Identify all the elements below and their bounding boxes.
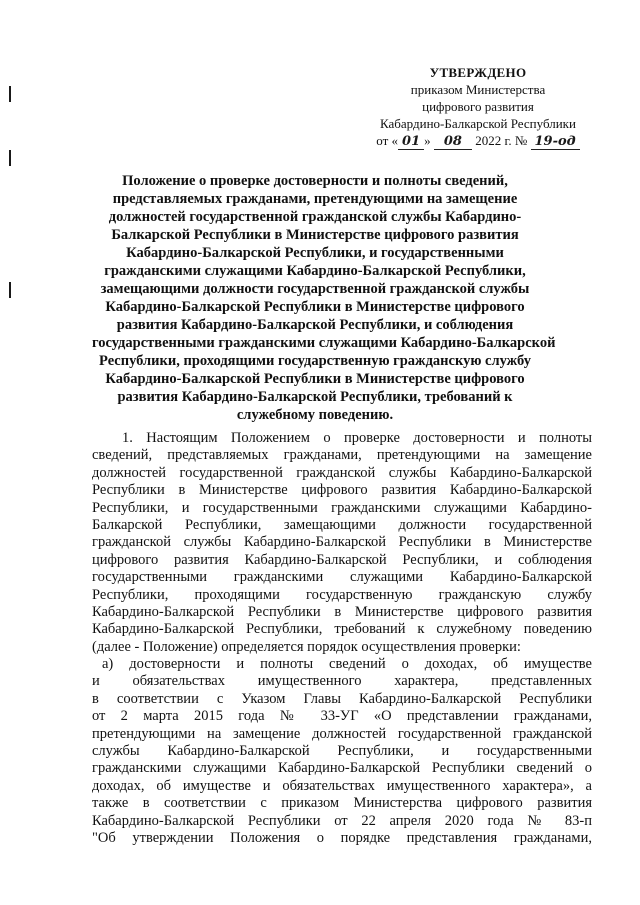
subparagraph-a-line: службы Кабардино-Балкарской Республики, и государственными (92, 743, 592, 760)
subparagraph-a-line: Кабардино-Балкарской Республики от 22 апреля 2020 года № 83-п (92, 812, 592, 829)
subparagraph-a-line: претендующими на замещение должностей государственной гражданской (92, 725, 592, 742)
scan-edge-mark (9, 86, 11, 102)
paragraph-1-line: Республики, и государственными гражданскими служащими Кабардино- (92, 499, 592, 516)
paragraph-1-line: цифрового развития Кабардино-Балкарской Республики, и соблюдения (92, 551, 592, 568)
title-line: Кабардино-Балкарской Республики в Министерстве цифрового (105, 299, 525, 315)
handwritten-order-number: 19-од (531, 135, 580, 150)
approval-stamp (360, 64, 596, 150)
approval-line: приказом Министерства (410, 82, 546, 97)
scan-edge-mark (9, 150, 11, 166)
subparagraph-a-line: гражданскими служащими Кабардино-Балкарской Республики сведений о (92, 760, 592, 777)
paragraph-1-line: сведений, представляемых гражданами, претендующими на замещение (92, 447, 592, 464)
subparagraph-a-line: в соответствии с Указом Главы Кабардино-Балкарской Республики (92, 690, 592, 707)
subparagraph-a-line: от 2 марта 2015 года № 33-УГ «О представлении гражданами, (92, 708, 592, 725)
title-line: представляемых гражданами, претендующими на замещение (112, 191, 518, 207)
paragraph-1-line: Республики, проходящими государственную гражданскую службу (92, 586, 592, 603)
title-line: Кабардино-Балкарской Республики, и государственными (126, 245, 504, 261)
subparagraph-a-line: а) достоверности и полноты сведений о доходах, об имуществе (102, 656, 592, 673)
date-year: 2022 г. № (475, 133, 528, 148)
date-quote: » (424, 133, 431, 148)
title-line: служебному поведению. (236, 407, 394, 423)
paragraph-1-line: гражданской службы Кабардино-Балкарской Республики в Министерстве (92, 534, 592, 551)
paragraph-1-line: должностей государственной гражданской службы Кабардино-Балкарской (92, 464, 592, 481)
title-line: Положение о проверке достоверности и полноты сведений, (122, 173, 508, 189)
document-body (92, 430, 592, 847)
subparagraph-a-line: также в соответствии с приказом Министерства цифрового развития (92, 795, 592, 812)
paragraph-1-line: Балкарской Республики, замещающими должности государственной (92, 516, 592, 533)
subparagraph-a-line: доходах, об имуществе и обязательствах имущественного характера», а (92, 777, 592, 794)
paragraph-1-line: государственными гражданскими служащими Кабардино-Балкарской (92, 569, 592, 586)
handwritten-day: 01 (398, 135, 424, 150)
paragraph-1-line: Кабардино-Балкарской Республики, требований к служебному поведению (92, 621, 592, 638)
title-line: гражданскими служащими Кабардино-Балкарской Республики, (104, 263, 526, 279)
paragraph-1-line: 1. Настоящим Положением о проверке достоверности и полноты (122, 430, 592, 446)
title-line: Кабардино-Балкарской Республики в Министерстве цифрового (105, 371, 525, 387)
paragraph-1-line: Республики в Министерстве цифрового развития Кабардино-Балкарской (92, 482, 592, 499)
scan-edge-mark (9, 282, 11, 298)
subparagraph-a-line: "Об утверждении Положения о порядке представления гражданами, (92, 829, 592, 846)
approval-date-line (360, 132, 596, 150)
subparagraph-a-line: и обязательствах имущественного характера, представленных (92, 673, 592, 690)
title-line: Балкарской Республики в Министерстве цифрового развития (111, 227, 519, 243)
approval-line: цифрового развития (422, 99, 534, 114)
date-prefix: от « (376, 133, 399, 148)
title-line: Республики, проходящими государственную гражданскую службу (99, 353, 531, 369)
approval-heading: УТВЕРЖДЕНО (429, 65, 527, 80)
title-line: должностей государственной гражданской службы Кабардино- (108, 209, 522, 225)
handwritten-month: 08 (434, 135, 472, 150)
title-line: развития Кабардино-Балкарской Республики, и соблюдения (116, 317, 514, 333)
title-line: замещающими должности государственной гражданской службы (100, 281, 530, 297)
paragraph-1-line: (далее - Положение) определяется порядок осуществления проверки: (92, 638, 521, 655)
approval-line: Кабардино-Балкарской Республики (380, 116, 576, 131)
paragraph-1-line: Кабардино-Балкарской Республики в Министерстве цифрового развития (92, 603, 592, 620)
document-title (92, 172, 556, 424)
title-line: государственными гражданскими служащими Кабардино-Балкарской (92, 335, 556, 351)
title-line: развития Кабардино-Балкарской Республики, требований к (117, 389, 513, 405)
